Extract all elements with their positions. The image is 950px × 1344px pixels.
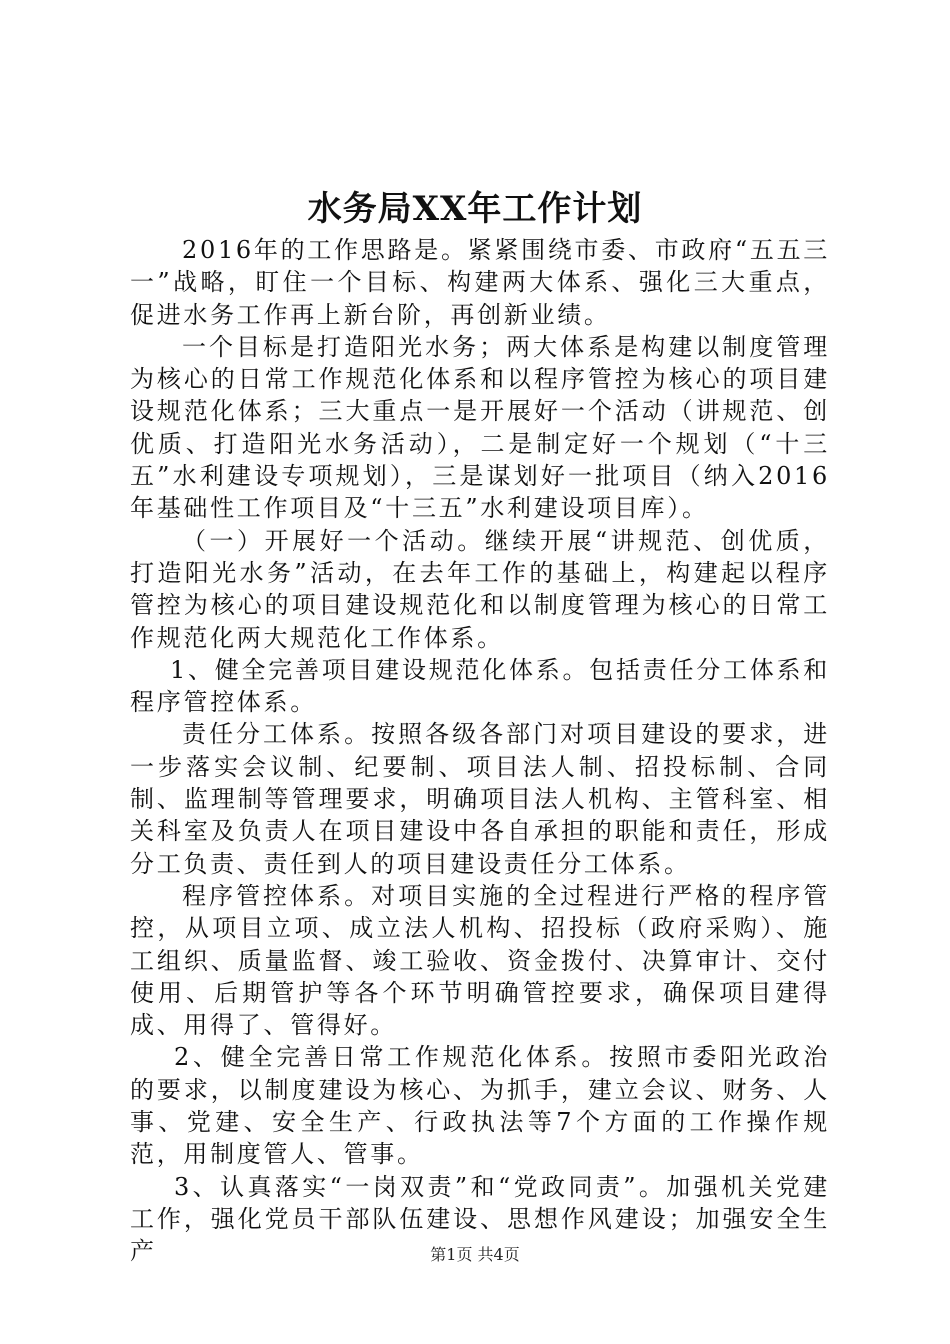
paragraph-goal-and-systems: 一个目标是打造阳光水务；两大体系是构建以制度管理为核心的日常工作规范化体系和以程序管控为核心的项目建设规范化体系；三大重点一是开展好一个活动（讲规范、创优质、打造阳光水务活动），二是制定好一个规划（“十三五”水利建设专项规划），三是谋划好一批项目（纳入2016年基础性工作项目及“十三五”水利建设项目库）。 <box>130 332 830 523</box>
paragraph-daily-work-system: 2、健全完善日常工作规范化体系。按照市委阳光政治的要求，以制度建设为核心、为抓手，建立会议、财务、人事、党建、安全生产、行政执法等7个方面的工作操作规范，用制度管人、管事。 <box>130 1043 830 1169</box>
paragraph-work-idea: 2016年的工作思路是。紧紧围绕市委、市政府“五五三一”战略，盯住一个目标、构建两大体系、强化三大重点，促进水务工作再上新台阶，再创新业绩。 <box>130 236 830 329</box>
document-title: 水务局XX年工作计划 <box>307 189 643 229</box>
paragraph-project-system: 1、健全完善项目建设规范化体系。包括责任分工体系和程序管控体系。 <box>130 655 830 717</box>
paragraph-activity: （一）开展好一个活动。继续开展“讲规范、创优质，打造阳光水务”活动，在去年工作的基础上，构建起以程序管控为核心的项目建设规范化和以制度管理为核心的日常工作规范化两大规范化工作体系。 <box>130 526 830 652</box>
paragraph-one-post-two-duties: 3、认真落实“一岗双责”和“党政同责”。加强机关党建工作，强化党员干部队伍建设、思想作风建设；加强安全生产 <box>130 1172 830 1266</box>
paragraph-procedure-control: 程序管控体系。对项目实施的全过程进行严格的程序管控，从项目立项、成立法人机构、招投标（政府采购）、施工组织、质量监督、竣工验收、资金拨付、决算审计、交付使用、后期管护等各个环节明确管控要求，确保项目建得成、用得了、管得好。 <box>130 881 830 1040</box>
page-footer: 第1页 共4页 <box>430 1245 520 1264</box>
paragraph-responsibility-system: 责任分工体系。按照各级各部门对项目建设的要求，进一步落实会议制、纪要制、项目法人制、招投标制、合同制、监理制等管理要求，明确项目法人机构、主管科室、相关科室及负责人在项目建设中各自承担的职能和责任，形成分工负责、责任到人的项目建设责任分工体系。 <box>130 720 830 878</box>
document-body <box>130 234 830 1268</box>
